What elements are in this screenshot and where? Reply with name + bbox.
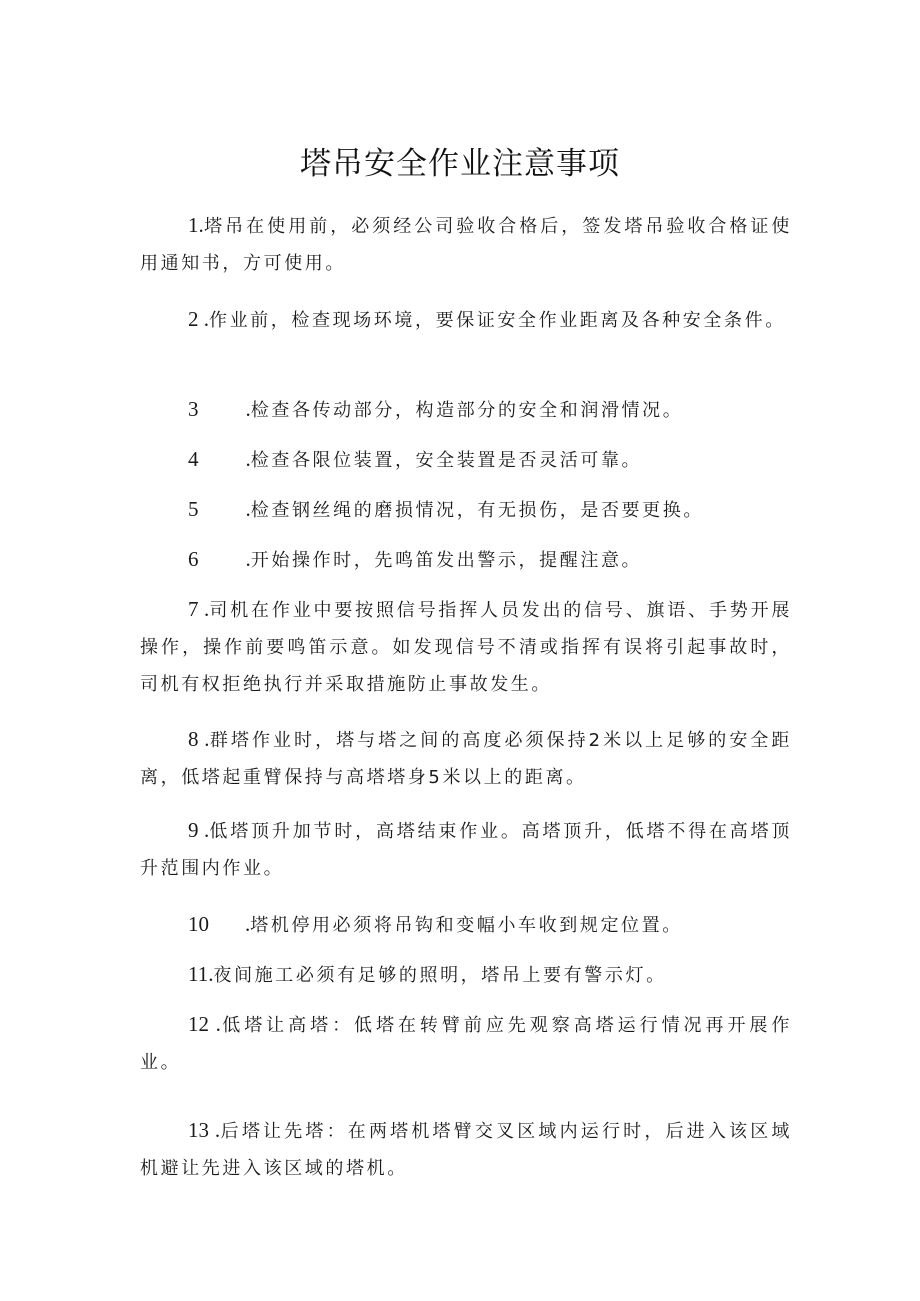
document-title: 塔吊安全作业注意事项 bbox=[300, 145, 620, 182]
item-number: 6 bbox=[188, 547, 199, 571]
item-separator: . bbox=[245, 912, 251, 936]
list-item-4 bbox=[140, 441, 792, 479]
item-text: 后塔让先塔：在两塔机塔臂交叉区域内运行时，后进入该区域机避让先进入该区域的塔机。 bbox=[140, 1121, 793, 1179]
item-text: 群塔作业时，塔与塔之间的高度必须保持2米以上足够的安全距离，低塔起重臂保持与高塔塔身5米以上的距离。 bbox=[140, 730, 793, 788]
item-number: 2 bbox=[188, 307, 199, 331]
list-item-13 bbox=[140, 1112, 792, 1187]
list-item-8 bbox=[140, 721, 792, 796]
list-item-6 bbox=[140, 541, 792, 579]
list-item-2 bbox=[140, 301, 792, 339]
list-item-3 bbox=[140, 391, 792, 429]
item-text: 作业前，检查现场环境，要保证安全作业距离及各种安全条件。 bbox=[209, 310, 786, 331]
item-number: 9 bbox=[188, 818, 199, 842]
item-text: 低塔让高塔：低塔在转臂前应先观察高塔运行情况再开展作业。 bbox=[140, 1015, 792, 1073]
item-separator: . bbox=[245, 497, 251, 521]
list-item-11 bbox=[140, 956, 792, 994]
list-item-1 bbox=[140, 207, 792, 282]
item-separator: . bbox=[198, 727, 210, 751]
item-separator: . bbox=[245, 397, 251, 421]
item-text: 开始操作时，先鸣笛发出警示，提醒注意。 bbox=[250, 550, 643, 571]
list-item-5 bbox=[140, 491, 792, 529]
list-item-10 bbox=[140, 906, 792, 944]
item-number: 8 bbox=[188, 727, 199, 751]
item-text: 司机在作业中要按照信号指挥人员发出的信号、旗语、手势开展操作，操作前要鸣笛示意。如发现信号不清或指挥有误将引起事故时，司机有权拒绝执行并采取措施防止事故发生。 bbox=[140, 600, 793, 695]
item-separator: . bbox=[209, 1012, 221, 1036]
item-separator: . bbox=[198, 307, 209, 331]
item-number: 4 bbox=[188, 447, 199, 471]
item-text: 夜间施工必须有足够的照明，塔吊上要有警示灯。 bbox=[213, 965, 667, 986]
item-text: 塔吊在使用前，必须经公司验收合格后，签发塔吊验收合格证使用通知书，方可使用。 bbox=[140, 216, 792, 274]
item-number: 11 bbox=[188, 962, 209, 986]
item-separator: . bbox=[209, 1118, 221, 1142]
item-number: 12 bbox=[188, 1012, 209, 1036]
list-item-7 bbox=[140, 591, 792, 703]
item-number: 10 bbox=[188, 912, 209, 936]
item-text: 塔机停用必须将吊钩和变幅小车收到规定位置。 bbox=[250, 915, 683, 936]
item-number: 5 bbox=[188, 497, 199, 521]
item-number: 3 bbox=[188, 397, 199, 421]
item-text: 检查各限位装置，安全装置是否灵活可靠。 bbox=[250, 450, 643, 471]
item-number: 1 bbox=[188, 213, 199, 237]
item-number: 13 bbox=[188, 1118, 209, 1142]
item-separator: . bbox=[198, 213, 204, 237]
item-text: 低塔顶升加节时，高塔结束作业。高塔顶升，低塔不得在高塔顶升范围内作业。 bbox=[140, 821, 793, 879]
list-item-9 bbox=[140, 812, 792, 887]
item-number: 7 bbox=[188, 597, 199, 621]
item-text: 检查钢丝绳的磨损情况，有无损伤，是否要更换。 bbox=[250, 500, 704, 521]
item-separator: . bbox=[198, 818, 210, 842]
item-separator: . bbox=[198, 597, 210, 621]
item-separator: . bbox=[208, 962, 214, 986]
item-text: 检查各传动部分，构造部分的安全和润滑情况。 bbox=[250, 400, 684, 421]
item-separator: . bbox=[245, 447, 251, 471]
item-separator: . bbox=[245, 547, 251, 571]
list-item-12 bbox=[140, 1006, 792, 1081]
